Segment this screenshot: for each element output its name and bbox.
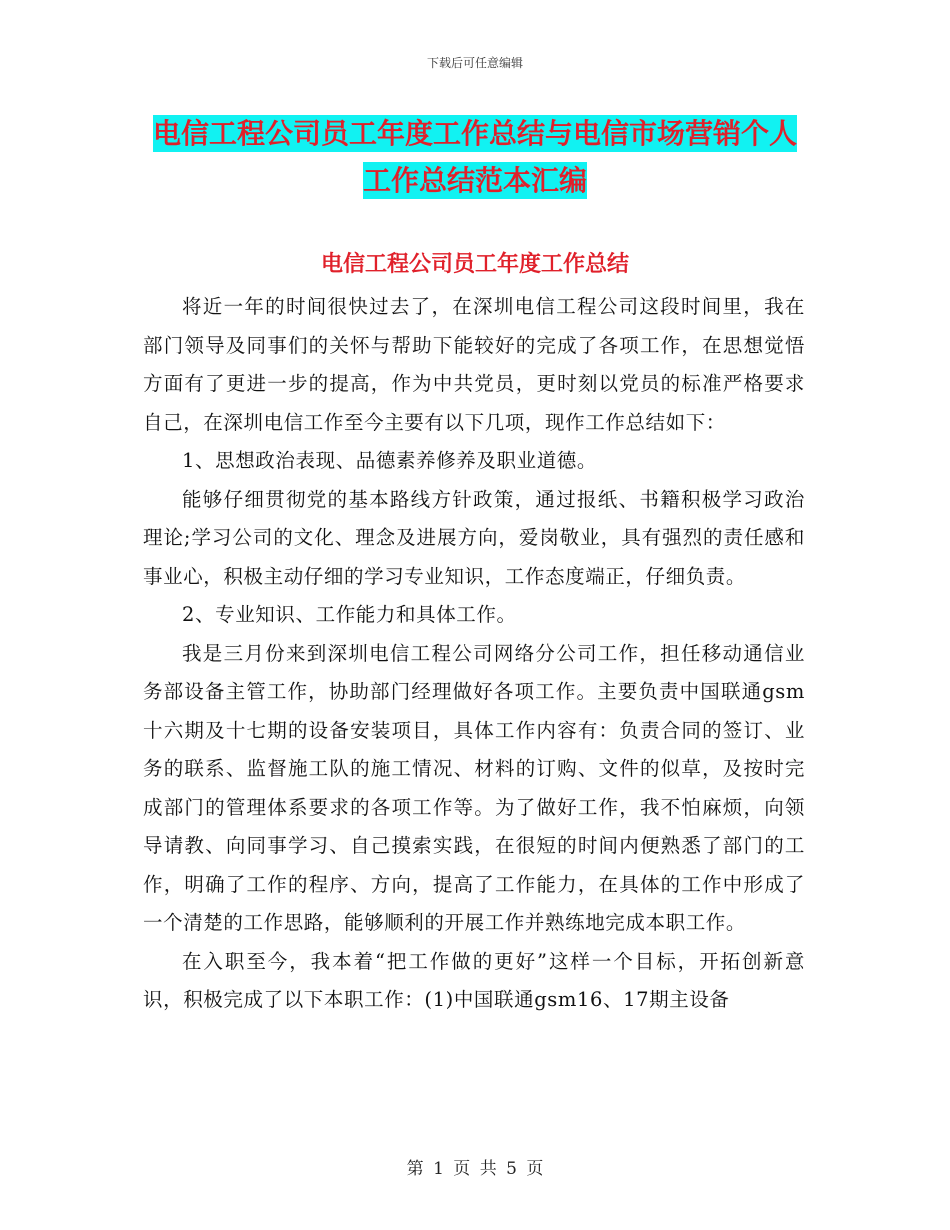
main-title-text: 电信工程公司员工年度工作总结与电信市场营销个人工作总结范本汇编 (152, 117, 797, 197)
main-title (150, 110, 800, 204)
body-text (143, 288, 805, 1020)
header-note: 下载后可任意编辑 (426, 56, 523, 70)
page-footer: 第 1 页 共 5 页 (406, 1159, 544, 1179)
paragraph: 将近一年的时间很快过去了，在深圳电信工程公司这段时间里，我在部门领导及同事们的关怀与帮助下能较好的完成了各项工作，在思想觉悟方面有了更进一步的提高，作为中共党员，更时刻以党员的标准严格要求自己，在深圳电信工作至今主要有以下几项，现作工作总结如下： (143, 295, 805, 434)
paragraph: 2、专业知识、工作能力和具体工作。 (182, 603, 517, 626)
section-title: 电信工程公司员工年度工作总结 (320, 252, 629, 277)
paragraph: 我是三月份来到深圳电信工程公司网络分公司工作，担任移动通信业务部设备主管工作，协助部门经理做好各项工作。主要负责中国联通gsm十六期及十七期的设备安装项目，具体工作内容有：负责合同的签订、业务的联系、监督施工队的施工情况、材料的订购、文件的似草，及按时完成部门的管理体系要求的各项工作等。为了做好工作，我不怕麻烦，向领导请教、向同事学习、自己摸索实践，在很短的时间内便熟悉了部门的工作，明确了工作的程序、方向，提高了工作能力，在具体的工作中形成了一个清楚的工作思路，能够顺利的开展工作并熟练地完成本职工作。 (143, 641, 805, 934)
paragraph: 能够仔细贯彻党的基本路线方针政策，通过报纸、书籍积极学习政治理论;学习公司的文化、理念及进展方向，爱岗敬业，具有强烈的责任感和事业心，积极主动仔细的学习专业知识，工作态度端正，仔细负责。 (143, 487, 805, 588)
paragraph: 在入职至今，我本着“把工作做的更好”这样一个目标，开拓创新意识，积极完成了以下本职工作：(1)中国联通gsm16、17期主设备 (143, 949, 805, 1011)
paragraph: 1、思想政治表现、品德素养修养及职业道德。 (182, 449, 598, 472)
